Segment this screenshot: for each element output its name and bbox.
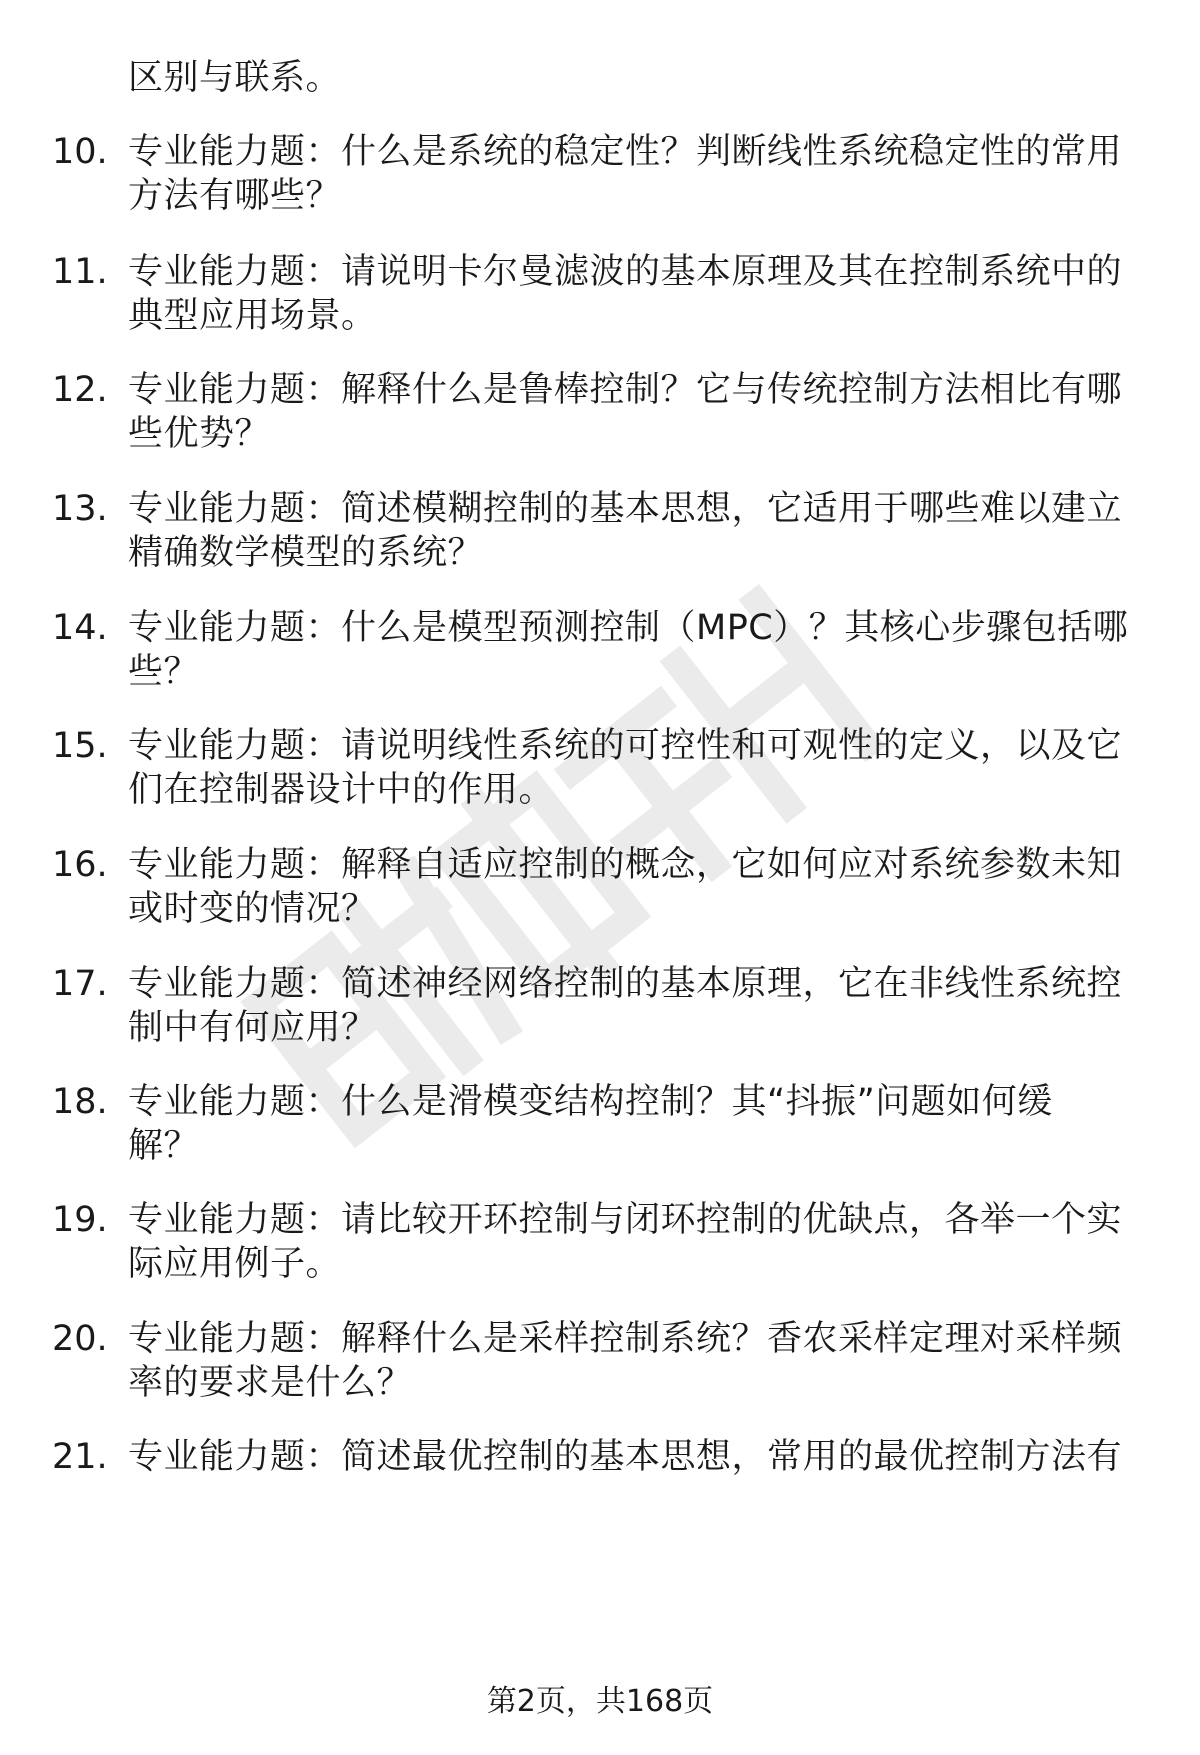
item-text-line1: 专业能力题：简述神经网络控制的基本原理，它在非线性系统控 [128, 964, 1123, 1004]
item-number: 19. [52, 1200, 108, 1240]
item-text-line2: 或时变的情况？ [128, 889, 377, 929]
item-text-line2: 精确数学模型的系统？ [128, 533, 484, 573]
item-text-line2: 典型应用场景。 [128, 296, 377, 336]
item-number: 20. [52, 1319, 108, 1359]
page-footer: 第2页，共168页 [486, 1684, 714, 1719]
item-number: 14. [52, 608, 108, 648]
item-text-line2: 些优势？ [128, 414, 271, 454]
item-text-line2: 际应用例子。 [128, 1244, 342, 1284]
item-text-line1: 专业能力题：简述最优控制的基本思想，常用的最优控制方法有 [128, 1437, 1123, 1477]
item-text-line2: 些？ [128, 652, 200, 692]
item-text-line1: 专业能力题：请比较开环控制与闭环控制的优缺点，各举一个实 [128, 1200, 1123, 1240]
item-text-line1: 专业能力题：解释自适应控制的概念，它如何应对系统参数未知 [128, 845, 1123, 885]
item-text-line1: 专业能力题：解释什么是采样控制系统？香农采样定理对采样频 [128, 1319, 1123, 1359]
item-text-line1: 专业能力题：请说明卡尔曼滤波的基本原理及其在控制系统中的 [128, 252, 1123, 292]
item-text-line2: 们在控制器设计中的作用。 [128, 770, 555, 810]
item-number: 18. [52, 1082, 108, 1122]
item-text-line2: 制中有何应用？ [128, 1008, 377, 1048]
item-text-line1: 专业能力题：请说明线性系统的可控性和可观性的定义，以及它 [128, 726, 1123, 766]
item-number: 15. [52, 726, 108, 766]
item-text-line1: 专业能力题：什么是模型预测控制（MPC）？其核心步骤包括哪 [128, 608, 1129, 648]
item-number: 21. [52, 1437, 108, 1477]
item-text-line1: 专业能力题：什么是系统的稳定性？判断线性系统稳定性的常用 [128, 132, 1123, 172]
item-number: 13. [52, 489, 108, 529]
item-text-line2: 解？ [128, 1126, 200, 1166]
item-number: 12. [52, 370, 108, 410]
continuation-line: 区别与联系。 [128, 58, 342, 98]
item-text-line1: 专业能力题：什么是滑模变结构控制？其“抖振”问题如何缓 [128, 1082, 1053, 1122]
item-number: 10. [52, 132, 108, 172]
item-number: 11. [52, 252, 108, 292]
item-text-line1: 专业能力题：解释什么是鲁棒控制？它与传统控制方法相比有哪 [128, 370, 1123, 410]
item-text-line2: 率的要求是什么？ [128, 1363, 413, 1403]
item-text-line1: 专业能力题：简述模糊控制的基本思想，它适用于哪些难以建立 [128, 489, 1123, 529]
item-text-line2: 方法有哪些？ [128, 176, 342, 216]
item-number: 17. [52, 964, 108, 1004]
item-number: 16. [52, 845, 108, 885]
